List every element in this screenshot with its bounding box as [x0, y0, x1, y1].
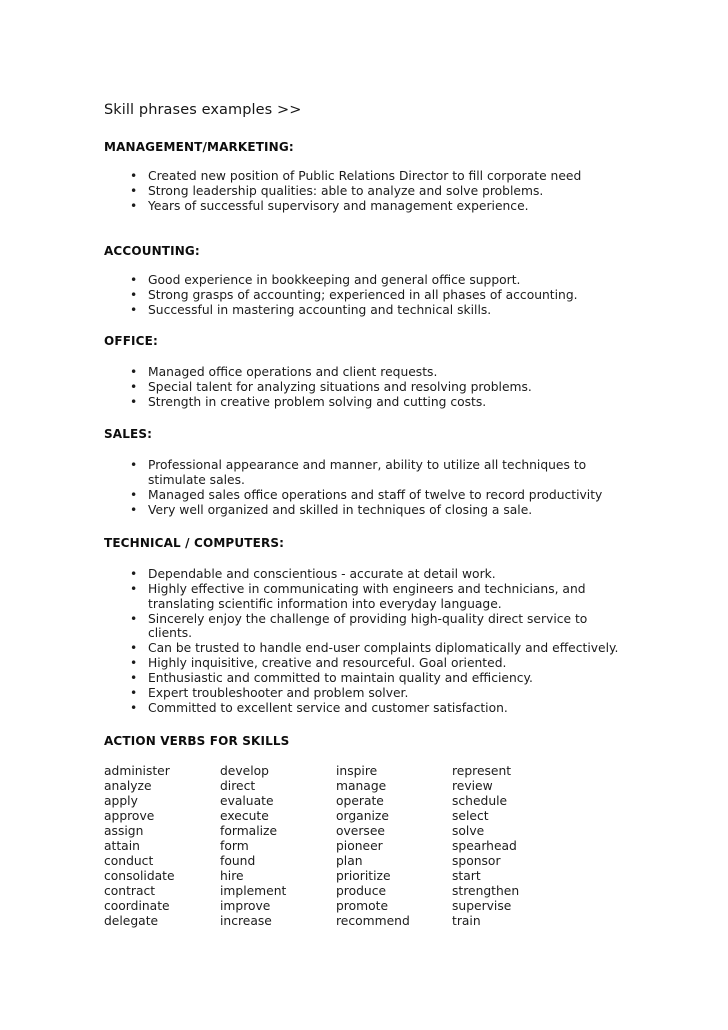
action-verb: implement [220, 883, 287, 898]
bullet-list [104, 567, 628, 716]
list-item [104, 503, 628, 518]
action-verbs-column-2 [220, 764, 336, 929]
bullet-dot-icon: • [130, 198, 138, 213]
bullet-list [104, 169, 628, 214]
list-item [104, 612, 628, 642]
action-verbs-section [104, 733, 628, 929]
action-verb: pioneer [336, 838, 383, 853]
list-item-text: Very well organized and skilled in techniques of closing a sale. [148, 502, 533, 517]
list-item [104, 701, 628, 716]
list-item [104, 288, 628, 303]
bullet-dot-icon: • [130, 380, 138, 395]
action-verb: analyze [104, 778, 152, 793]
section-technical-computers [104, 535, 628, 716]
action-verb: attain [104, 838, 140, 853]
list-item [104, 671, 628, 686]
list-item [104, 380, 628, 395]
list-item-text: Committed to excellent service and customer satisfaction. [148, 700, 508, 715]
action-verb: operate [336, 793, 384, 808]
bullet-dot-icon: • [130, 302, 138, 317]
list-item [104, 273, 628, 288]
action-verb: inspire [336, 763, 378, 778]
list-item-text: Managed sales office operations and staff of twelve to record productivity [148, 487, 603, 502]
action-verb: hire [220, 868, 244, 883]
action-verb: increase [220, 913, 272, 928]
bullet-dot-icon: • [130, 700, 138, 715]
bullet-dot-icon: • [130, 641, 138, 656]
list-item-text: Years of successful supervisory and management experience. [148, 198, 529, 213]
action-verb: improve [220, 898, 271, 913]
action-verb: develop [220, 763, 269, 778]
action-verb: coordinate [104, 898, 170, 913]
bullet-dot-icon: • [130, 686, 138, 701]
bullet-dot-icon: • [130, 611, 138, 626]
list-item [104, 488, 628, 503]
action-verb: recommend [336, 913, 410, 928]
section-accounting [104, 243, 628, 318]
action-verb: direct [220, 778, 256, 793]
action-verbs-column-3 [336, 764, 452, 929]
bullet-dot-icon: • [130, 458, 138, 473]
action-verbs-column-1 [104, 764, 220, 929]
bullet-dot-icon: • [130, 395, 138, 410]
list-item [104, 184, 628, 199]
action-verb: supervise [452, 898, 512, 913]
bullet-dot-icon: • [130, 169, 138, 183]
bullet-dot-icon: • [130, 365, 138, 380]
list-item [104, 567, 628, 582]
section-office [104, 333, 628, 410]
list-item [104, 199, 628, 214]
list-item [104, 686, 628, 701]
section-heading: SALES: [104, 427, 153, 442]
action-verb: prioritize [336, 868, 391, 883]
bullet-dot-icon: • [130, 272, 138, 287]
bullet-dot-icon: • [130, 581, 138, 596]
action-verb: form [220, 838, 249, 853]
action-verb: found [220, 853, 256, 868]
list-item-text: Strong grasps of accounting; experienced in all phases of accounting. [148, 287, 578, 302]
action-verb: oversee [336, 823, 385, 838]
action-verb: train [452, 913, 481, 928]
action-verbs-heading: ACTION VERBS FOR SKILLS [104, 733, 290, 748]
action-verb: schedule [452, 793, 508, 808]
list-item-text: Successful in mastering accounting and technical skills. [148, 302, 492, 317]
bullet-dot-icon: • [130, 656, 138, 671]
action-verb: plan [336, 853, 363, 868]
page-title: Skill phrases examples >> [104, 102, 302, 118]
action-verb: administer [104, 763, 170, 778]
action-verb: sponsor [452, 853, 501, 868]
action-verb: review [452, 778, 493, 793]
list-item [104, 458, 628, 488]
bullet-list [104, 273, 628, 318]
list-item-text: Created new position of Public Relations Director to fill corporate need [148, 169, 582, 183]
action-verb: formalize [220, 823, 278, 838]
list-item-text: Strength in creative problem solving and cutting costs. [148, 395, 487, 410]
bullet-list [104, 458, 628, 518]
section-heading: OFFICE: [104, 334, 158, 349]
list-item-text: Highly effective in communicating with engineers and technicians, and translating scientific information into everyday language. [148, 581, 586, 611]
bullet-list [104, 365, 628, 410]
action-verb: delegate [104, 913, 159, 928]
list-item-text: Dependable and conscientious - accurate at detail work. [148, 566, 496, 581]
action-verb: execute [220, 808, 269, 823]
list-item [104, 365, 628, 380]
action-verb: approve [104, 808, 155, 823]
action-verb: produce [336, 883, 387, 898]
action-verb: conduct [104, 853, 154, 868]
action-verb: evaluate [220, 793, 274, 808]
list-item [104, 656, 628, 671]
list-item-text: Good experience in bookkeeping and general office support. [148, 272, 521, 287]
bullet-dot-icon: • [130, 566, 138, 581]
bullet-dot-icon: • [130, 487, 138, 502]
action-verb: start [452, 868, 481, 883]
list-item-text: Professional appearance and manner, ability to utilize all techniques to stimulate sales. [148, 458, 587, 488]
list-item-text: Strong leadership qualities: able to analyze and solve problems. [148, 183, 544, 198]
action-verb: select [452, 808, 489, 823]
action-verb: solve [452, 823, 485, 838]
section-heading: TECHNICAL / COMPUTERS: [104, 535, 285, 550]
document-content [104, 100, 628, 929]
list-item-text: Enthusiastic and committed to maintain quality and efficiency. [148, 671, 533, 686]
bullet-dot-icon: • [130, 671, 138, 686]
list-item [104, 169, 628, 184]
list-item [104, 395, 628, 410]
section-heading: MANAGEMENT/MARKETING: [104, 140, 294, 154]
list-item-text: Can be trusted to handle end-user complaints diplomatically and effectively. [148, 641, 619, 656]
action-verb: strengthen [452, 883, 520, 898]
bullet-dot-icon: • [130, 287, 138, 302]
section-management-marketing [104, 139, 628, 214]
list-item [104, 582, 628, 612]
list-item-text: Special talent for analyzing situations and resolving problems. [148, 380, 532, 395]
action-verb: represent [452, 763, 512, 778]
action-verbs-column-4 [452, 764, 519, 929]
action-verb: apply [104, 793, 138, 808]
list-item-text: Expert troubleshooter and problem solver. [148, 686, 409, 701]
list-item [104, 303, 628, 318]
action-verbs-columns [104, 764, 628, 929]
bullet-dot-icon: • [130, 183, 138, 198]
action-verb: spearhead [452, 838, 517, 853]
action-verb: assign [104, 823, 144, 838]
action-verb: contract [104, 883, 156, 898]
bullet-dot-icon: • [130, 502, 138, 517]
action-verb: organize [336, 808, 389, 823]
list-item [104, 641, 628, 656]
list-item-text: Managed office operations and client requests. [148, 365, 438, 380]
list-item-text: Highly inquisitive, creative and resourceful. Goal oriented. [148, 656, 507, 671]
action-verb: consolidate [104, 868, 175, 883]
section-heading: ACCOUNTING: [104, 243, 200, 258]
section-sales [104, 426, 628, 518]
action-verb: promote [336, 898, 389, 913]
list-item-text: Sincerely enjoy the challenge of providing high-quality direct service to clients. [148, 611, 588, 641]
action-verb: manage [336, 778, 387, 793]
